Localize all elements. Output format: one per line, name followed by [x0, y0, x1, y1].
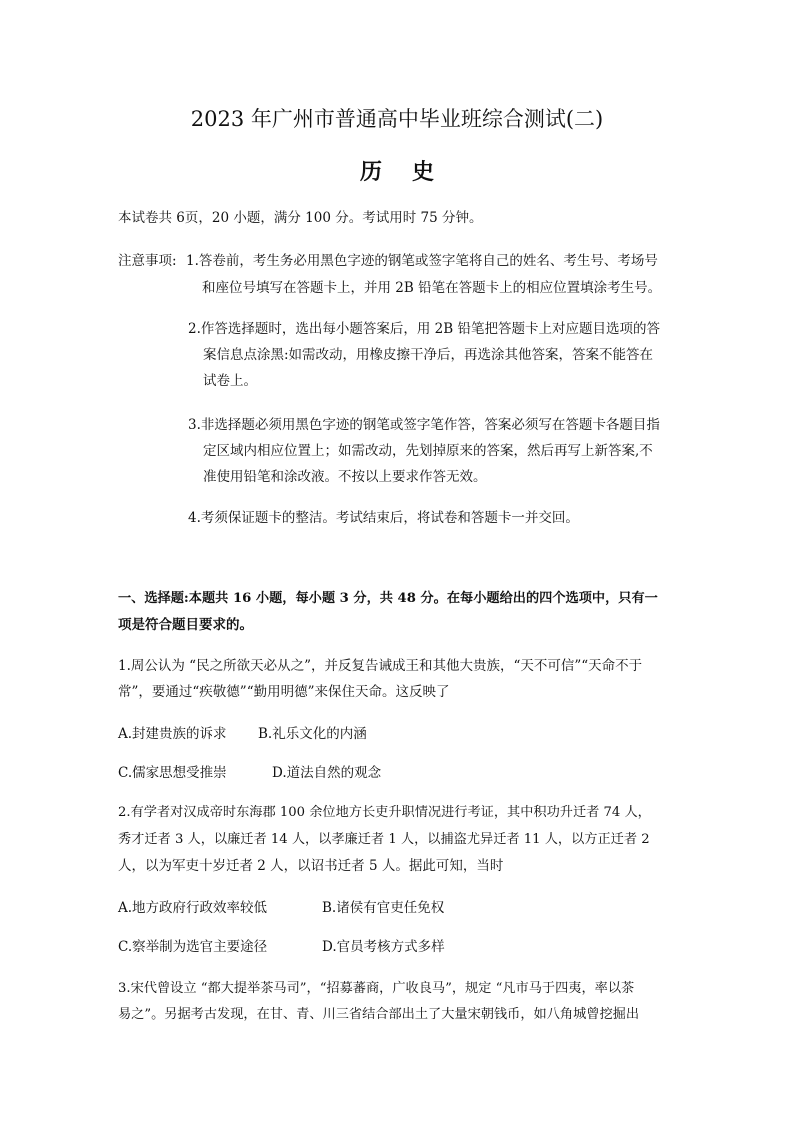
notes-label: 注意事项: — [118, 253, 177, 269]
note-3-line-3: 准使用铅笔和涂改液。不按以上要求作答无效。 — [203, 469, 487, 485]
question-2-option-d: D.官员考核方式多样 — [322, 939, 445, 955]
question-1-line-1: 1.周公认为 “民之所欲天必从之”，并反复告诫成王和其他大贵族，“天不可信”“天命不于 — [118, 658, 643, 674]
note-3-line-1: 3.非选择题必须用黑色字迹的钢笔或签字笔作答，答案必须写在答题卡各题目指 — [188, 417, 660, 433]
subject-title: 历史 — [359, 159, 464, 185]
exam-intro: 本试卷共 6页，20 小题，满分 100 分。考试用时 75 分钟。 — [118, 210, 483, 226]
question-2-option-c: C.察举制为选官主要途径 — [118, 939, 268, 955]
note-1-line-1: 1.答卷前，考生务必用黑色字迹的钢笔或签字笔将自己的姓名、考生号、考场号 — [186, 253, 658, 269]
question-2-line-2: 秀才迁者 3 人，以廉迁者 14 人，以孝廉迁者 1 人，以捕盗尤异迁者 11 人，以方正迁者 2 — [118, 832, 650, 847]
note-3-line-2: 定区域内相应位置上；如需改动，先划掉原来的答案，然后再写上新答案,不 — [203, 443, 653, 459]
question-3-line-1: 3.宋代曾设立 “都大提举茶马司”，“招募蕃商，广收良马”，规定 “凡市马于四夷，率以茶 — [118, 981, 635, 996]
note-2-line-1: 2.作答选择题时，选出每小题答案后，用 2B 铅笔把答题卡上对应题目选项的答 — [188, 321, 660, 337]
question-3-line-2: 易之”。另据考古发现，在甘、青、川三省结合部出土了大量宋朝钱币，如八角城曾挖掘出 — [118, 1007, 640, 1022]
question-2-option-a: A.地方政府行政效率较低 — [118, 900, 268, 916]
section-heading-line-2: 项是符合题目要求的。 — [118, 617, 253, 633]
note-4-line-1: 4.考须保证题卡的整洁。考试结束后，将试卷和答题卡一并交回。 — [188, 510, 579, 526]
question-1-line-2: 常”，要通过“疾敬德”“勤用明德”来保住天命。这反映了 — [118, 684, 450, 700]
question-2-line-3: 人，以为军吏十岁迁者 2 人，以诏书迁者 5 人。据此可知，当时 — [118, 858, 504, 874]
question-2-line-1: 2.有学者对汉成帝时东海郡 100 余位地方长吏升职情况进行考证，其中积功升迁者 74 人， — [118, 805, 651, 820]
question-1-option-a: A.封建贵族的诉求 — [118, 726, 227, 742]
note-1-line-2: 和座位号填写在答题卡上，并用 2B 铅笔在答题卡上的相应位置填涂考生号。 — [202, 280, 662, 296]
section-heading-line-1: 一、选择题:本题共 16 小题，每小题 3 分，共 48 分。在每小题给出的四个选项中，只有一 — [118, 591, 658, 606]
question-1-option-b: B.礼乐文化的内涵 — [258, 726, 367, 742]
question-1-option-d: D.道法自然的观念 — [272, 765, 382, 781]
exam-title: 2023 年广州市普通高中毕业班综合测试(二) — [190, 107, 604, 131]
question-1-option-c: C.儒家思想受推崇 — [118, 765, 227, 781]
note-2-line-2: 案信息点涂黑:如需改动，用橡皮擦干净后，再选涂其他答案，答案不能答在 — [203, 347, 654, 363]
note-2-line-3: 试卷上。 — [203, 373, 257, 389]
question-2-option-b: B.诸侯有官吏任免权 — [322, 900, 445, 916]
